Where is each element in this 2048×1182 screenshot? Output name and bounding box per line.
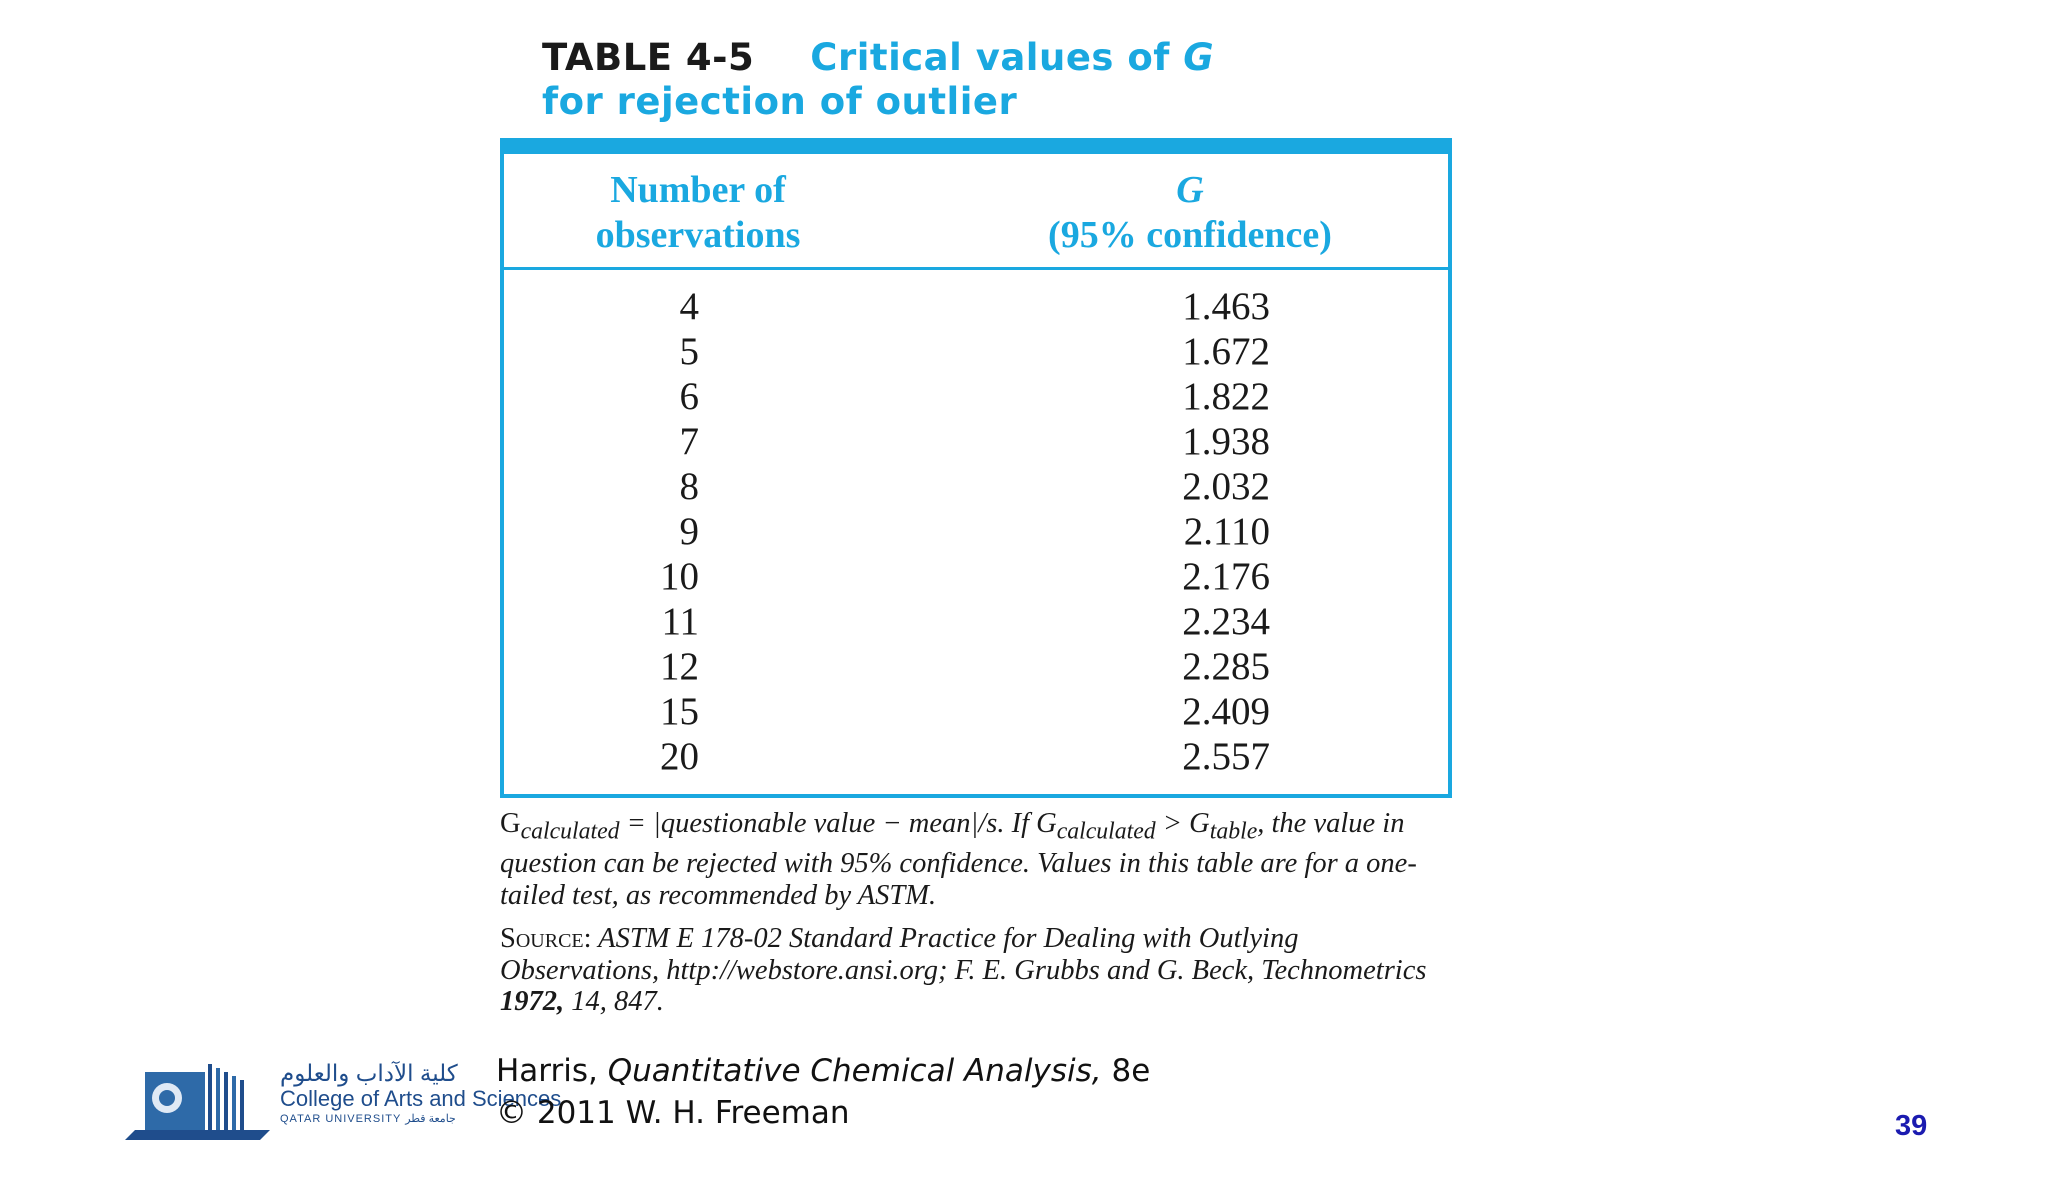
g-value-cell: 2.557 <box>1182 735 1270 778</box>
observations-cell: 5 <box>679 330 699 373</box>
table-body <box>504 270 1448 779</box>
g-value-cell: 2.176 <box>1182 555 1270 598</box>
caption-symbol: G <box>1183 36 1215 79</box>
critical-values-table <box>500 138 1452 798</box>
observations-cell: 6 <box>679 375 699 418</box>
table-row <box>504 689 1448 734</box>
table-header-row <box>504 154 1448 270</box>
observations-cell: 15 <box>660 690 699 733</box>
observations-cell: 12 <box>660 645 699 688</box>
table-row <box>504 734 1448 779</box>
book-citation: Harris, Quantitative Chemical Analysis, 8e <box>496 1053 1151 1089</box>
observations-cell: 11 <box>661 600 699 643</box>
observations-cell: 10 <box>660 555 699 598</box>
footnote-formula: $G_{calculated}$ = |questionable value − mean|/s. If $G_{calculated} > G_{table}$, the value in question can be rejected with 95% confidence. Values in this table are for a one-tailed test, as recommended by ASTM. <box>500 808 1417 911</box>
table-row <box>504 284 1448 329</box>
observations-cell: 20 <box>660 735 699 778</box>
observations-cell: 7 <box>679 420 699 463</box>
table-row <box>504 554 1448 599</box>
table-caption-line1: Critical values of G <box>810 36 1215 79</box>
page-number: 39 <box>1895 1110 1928 1142</box>
table-caption-line2: for rejection of outlier <box>542 80 1018 123</box>
observations-cell: 4 <box>679 285 699 328</box>
table-footnote <box>500 808 1452 1018</box>
table-number: TABLE 4-5 <box>542 36 755 79</box>
g-value-cell: 2.409 <box>1182 690 1270 733</box>
table-row <box>504 644 1448 689</box>
table-row <box>504 329 1448 374</box>
table-row <box>504 599 1448 644</box>
header-observations: Number of observations <box>595 169 801 256</box>
header-g-value: G (95% confidence) <box>1048 169 1332 256</box>
g-value-cell: 2.234 <box>1182 600 1270 643</box>
university-building-icon <box>120 1058 270 1148</box>
logo-text: كلية الآداب والعلوم College of Arts and Sciences QATAR UNIVERSITY جامعة قطر <box>280 1060 562 1125</box>
g-value-cell: 2.032 <box>1182 465 1270 508</box>
observations-cell: 8 <box>679 465 699 508</box>
table-row <box>504 419 1448 464</box>
copyright: © 2011 W. H. Freeman <box>496 1095 850 1131</box>
book-credit <box>496 1050 1150 1134</box>
g-value-cell: 1.463 <box>1182 285 1270 328</box>
g-value-cell: 1.938 <box>1182 420 1270 463</box>
table-row <box>504 464 1448 509</box>
college-logo <box>120 1058 562 1150</box>
footnote-source: Source: ASTM E 178-02 Standard Practice for Dealing with Outlying Observations, http://webstore.ansi.org; F. E. Grubbs and G. Beck, Technometrics 1972, 14, 847. <box>500 923 1427 1018</box>
g-value-cell: 2.285 <box>1182 645 1270 688</box>
table-row <box>504 509 1448 554</box>
g-value-cell: 1.672 <box>1182 330 1270 373</box>
observations-cell: 9 <box>679 510 699 553</box>
g-value-cell: 1.822 <box>1182 375 1270 418</box>
table-figure <box>500 36 1452 1030</box>
table-title <box>542 36 1452 124</box>
g-value-cell: 2.110 <box>1183 510 1270 553</box>
table-row <box>504 374 1448 419</box>
